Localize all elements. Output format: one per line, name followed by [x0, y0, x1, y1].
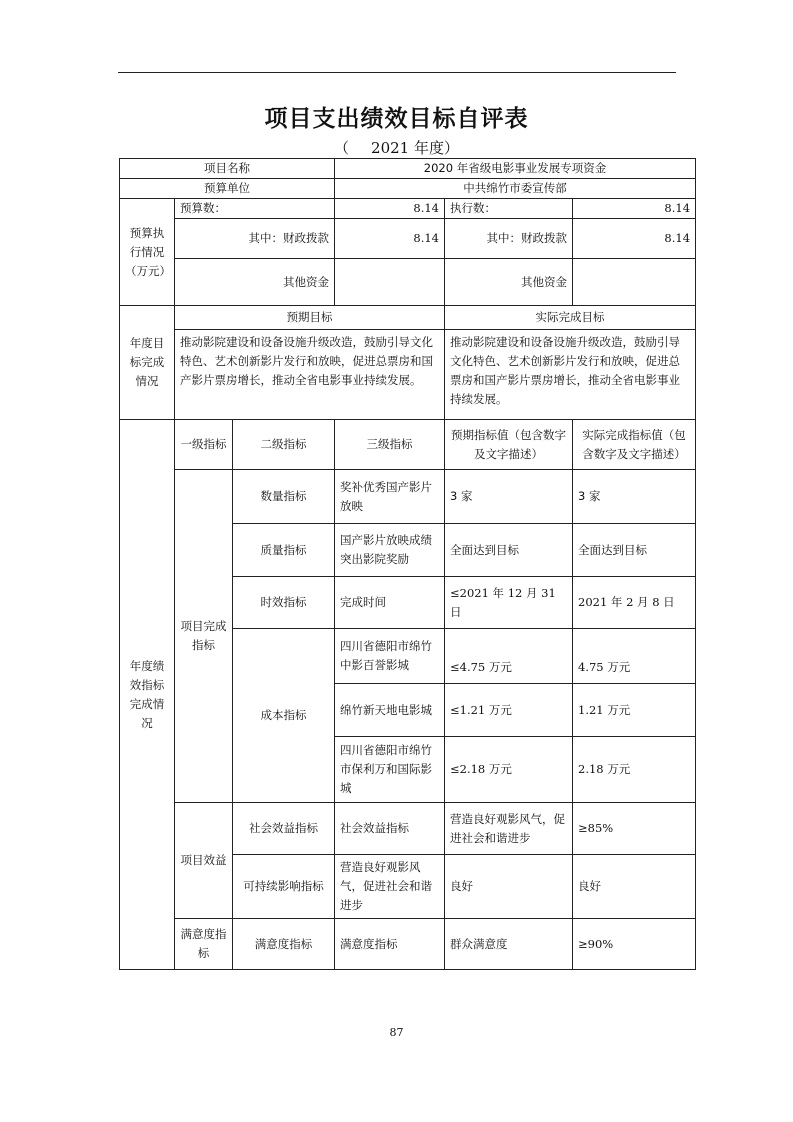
expected-goal-text: 推动影院建设和设备设施升级改造，鼓励引导文化特色、艺术创新影片发行和放映，促进总票房和国产影片票房增长，推动全省电影事业持续发展。 — [175, 330, 445, 420]
level3-cell: 四川省德阳市绵竹市保利万和国际影城 — [335, 737, 445, 803]
actual-cell: ≥90% — [573, 919, 696, 970]
level3-cell: 社会效益指标 — [335, 803, 445, 855]
expected-cell: 3 家 — [445, 470, 573, 524]
expected-cell: 群众满意度 — [445, 919, 573, 970]
actual-goal-text: 推动影院建设和设备设施升级改造，鼓励引导文化特色、艺术创新影片发行和放映，促进总票房和国产影片票房增长，推动全省电影事业持续发展。 — [445, 330, 696, 420]
self-evaluation-table — [119, 158, 696, 970]
level1-indicator-header: 一级指标 — [175, 420, 233, 470]
actual-goal-header: 实际完成目标 — [445, 306, 696, 330]
expected-cell: ≤4.75 万元 — [445, 629, 573, 684]
level3-cell: 四川省德阳市绵竹中影百誉影城 — [335, 629, 445, 684]
fiscal-allocation-budget: 8.14 — [335, 219, 445, 259]
other-funds-label-exec: 其他资金 — [445, 259, 573, 306]
level3-cell: 完成时间 — [335, 577, 445, 629]
fiscal-allocation-exec: 8.14 — [573, 219, 696, 259]
level3-cell: 国产影片放映成绩突出影院奖励 — [335, 524, 445, 577]
performance-indicators-label: 年度绩效指标完成情况 — [120, 420, 175, 970]
level2-cell: 时效指标 — [233, 577, 335, 629]
table-row — [120, 470, 696, 524]
actual-cell: 4.75 万元 — [573, 629, 696, 684]
level3-indicator-header: 三级指标 — [335, 420, 445, 470]
project-name-label: 项目名称 — [120, 159, 335, 179]
actual-cell: 2.18 万元 — [573, 737, 696, 803]
level2-cell: 满意度指标 — [233, 919, 335, 970]
level3-cell: 奖补优秀国产影片放映 — [335, 470, 445, 524]
level2-cell: 质量指标 — [233, 524, 335, 577]
page-title: 项目支出绩效目标自评表 — [264, 106, 529, 132]
expected-value-header: 预期指标值（包含数字及文字描述） — [445, 420, 573, 470]
budget-unit-value: 中共绵竹市委宣传部 — [335, 179, 696, 199]
expected-goal-header: 预期目标 — [175, 306, 445, 330]
level2-cell: 成本指标 — [233, 629, 335, 803]
subtitle-open-paren: （ — [334, 139, 350, 157]
fiscal-allocation-label-exec: 其中：财政拨款 — [445, 219, 573, 259]
header-rule — [118, 72, 676, 73]
level2-cell: 社会效益指标 — [233, 803, 335, 855]
level3-cell: 营造良好观影风气，促进社会和谐进步 — [335, 855, 445, 919]
level2-indicator-header: 二级指标 — [233, 420, 335, 470]
execution-amount-value: 8.14 — [573, 199, 696, 219]
actual-cell: 3 家 — [573, 470, 696, 524]
fiscal-allocation-label: 其中：财政拨款 — [175, 219, 335, 259]
actual-cell: 良好 — [573, 855, 696, 919]
page-number: 87 — [389, 1026, 404, 1039]
table-row — [120, 919, 696, 970]
other-funds-label: 其他资金 — [175, 259, 335, 306]
annual-goals-label: 年度目标完成情况 — [120, 306, 175, 420]
expected-cell: ≤2.18 万元 — [445, 737, 573, 803]
subtitle-year: 2021 年度） — [371, 139, 459, 157]
level2-cell: 可持续影响指标 — [233, 855, 335, 919]
actual-cell: 全面达到目标 — [573, 524, 696, 577]
project-name-value: 2020 年省级电影事业发展专项资金 — [335, 159, 696, 179]
project-benefit-label: 项目效益 — [175, 803, 233, 919]
budget-unit-label: 预算单位 — [120, 179, 335, 199]
level3-cell: 绵竹新天地电影城 — [335, 684, 445, 737]
level2-cell: 数量指标 — [233, 470, 335, 524]
actual-cell: ≥85% — [573, 803, 696, 855]
actual-cell: 1.21 万元 — [573, 684, 696, 737]
project-output-label: 项目完成指标 — [175, 470, 233, 803]
actual-cell: 2021 年 2 月 8 日 — [573, 577, 696, 629]
actual-value-header: 实际完成指标值（包含数字及文字描述） — [573, 420, 696, 470]
satisfaction-label: 满意度指标 — [175, 919, 233, 970]
table-row — [120, 803, 696, 855]
other-funds-budget — [335, 259, 445, 306]
execution-amount-label: 执行数： — [445, 199, 573, 219]
expected-cell: ≤2021 年 12 月 31 日 — [445, 577, 573, 629]
expected-cell: ≤1.21 万元 — [445, 684, 573, 737]
expected-cell: 良好 — [445, 855, 573, 919]
budget-execution-label: 预算执行情况（万元） — [120, 199, 175, 306]
expected-cell: 全面达到目标 — [445, 524, 573, 577]
budget-amount-value: 8.14 — [335, 199, 445, 219]
budget-amount-label: 预算数： — [175, 199, 335, 219]
page-subtitle — [0, 137, 793, 158]
other-funds-exec — [573, 259, 696, 306]
expected-cell: 营造良好观影风气，促进社会和谐进步 — [445, 803, 573, 855]
level3-cell: 满意度指标 — [335, 919, 445, 970]
